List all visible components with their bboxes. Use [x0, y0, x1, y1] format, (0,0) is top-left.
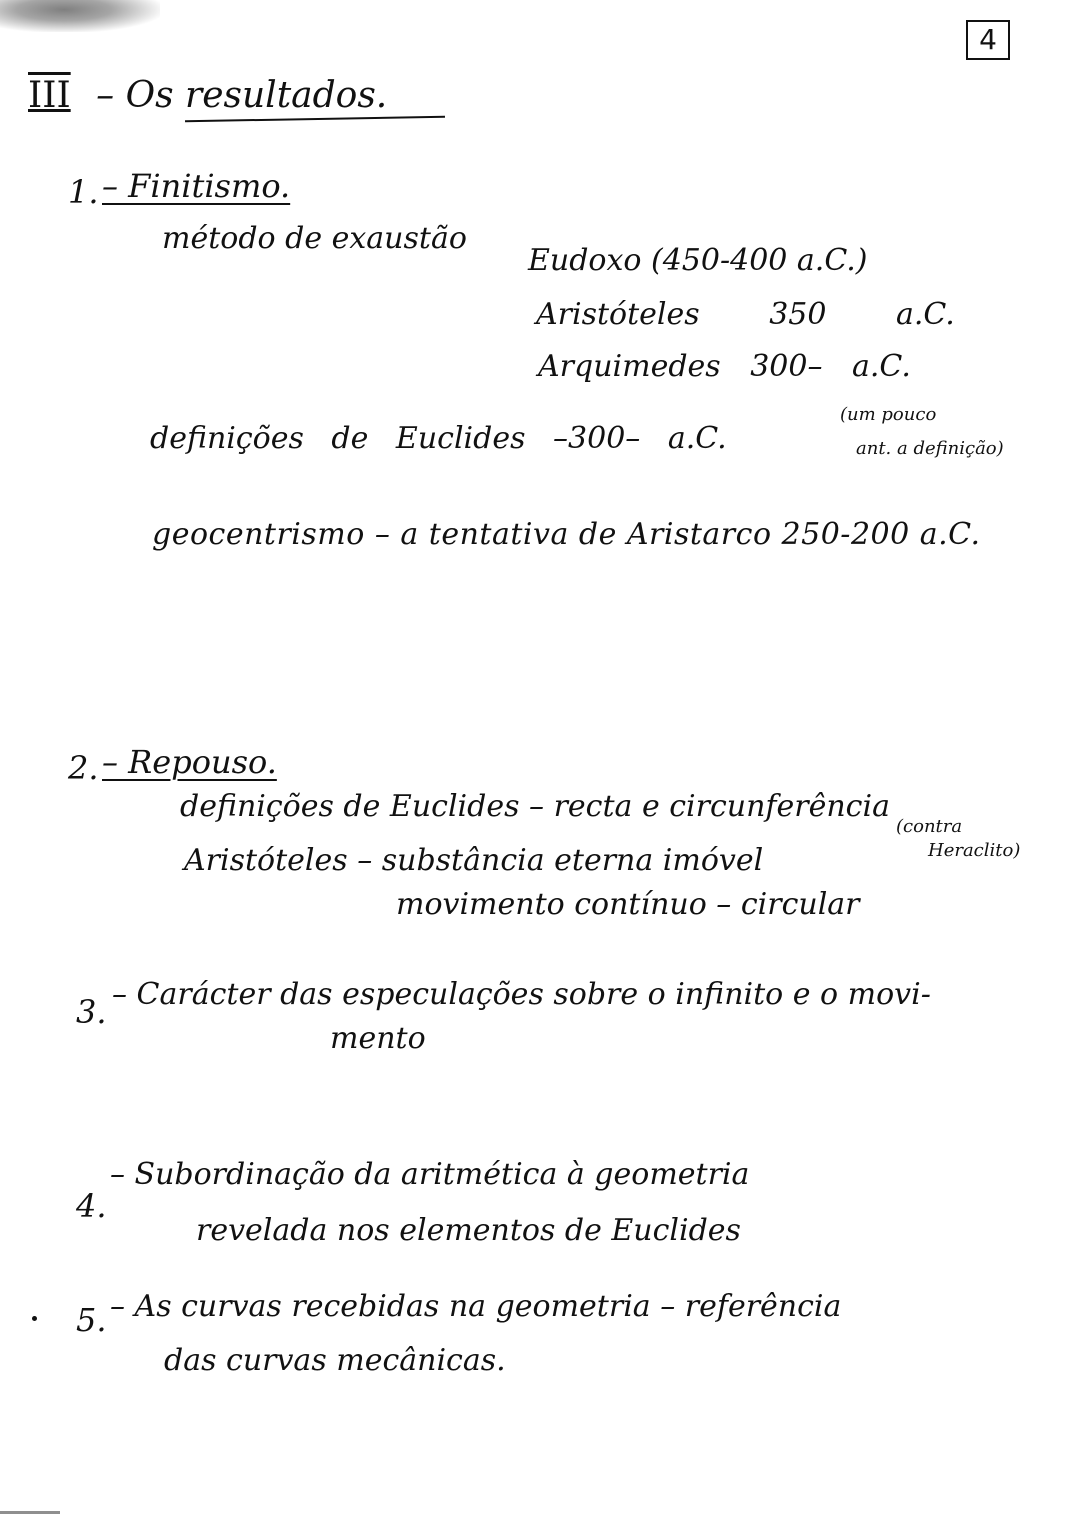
item-1-euclides-definitions: definições de Euclides –300– a.C. — [150, 421, 727, 456]
item-1-note-line-2: ant. a definição) — [856, 438, 1004, 459]
item-5-line-2: das curvas mecânicas. — [164, 1343, 506, 1378]
section-title-underline — [185, 116, 445, 123]
item-5-line-1: – As curvas recebidas na geometria – referência — [110, 1289, 842, 1324]
item-2-definitions: definições de Euclides – recta e circunferência — [180, 789, 890, 824]
section-numeral: III — [28, 75, 71, 116]
item-2-note-line-1: (contra — [896, 816, 963, 837]
page-number-box: 4 — [966, 20, 1010, 60]
item-1-note-line-1: (um pouco — [840, 404, 937, 425]
item-3-line-1: – Carácter das especulações sobre o infinito e o movi- — [112, 977, 931, 1012]
item-2-aristoteles: Aristóteles – substância eterna imóvel — [184, 843, 764, 878]
margin-dot — [32, 1316, 37, 1321]
item-3-number: 3. — [76, 993, 107, 1031]
item-4-line-1: – Subordinação da aritmética à geometria — [110, 1157, 750, 1192]
scan-edge-mark — [0, 1511, 60, 1514]
item-1-number: 1. — [68, 173, 99, 211]
item-4-line-2: revelada nos elementos de Euclides — [196, 1213, 741, 1248]
item-1-title: – Finitismo. — [102, 167, 291, 205]
scan-smudge — [0, 0, 160, 32]
item-1-eudoxo: Eudoxo (450-400 a.C.) — [528, 243, 868, 278]
section-heading — [28, 75, 388, 116]
item-2-movement: movimento contínuo – circular — [396, 887, 860, 922]
item-2-note-line-2: Heraclito) — [928, 840, 1021, 861]
item-1-arquimedes: Arquimedes 300– a.C. — [538, 349, 911, 384]
item-1-method: método de exaustão — [162, 221, 467, 256]
item-2-title: – Repouso. — [102, 743, 277, 781]
item-1-geocentrismo: geocentrismo – a tentativa de Aristarco 250-200 a.C. — [152, 517, 981, 552]
item-3-line-2: mento — [330, 1021, 426, 1056]
section-title: – Os resultados. — [96, 75, 388, 116]
item-5-number: 5. — [76, 1301, 107, 1339]
item-4-number: 4. — [76, 1187, 107, 1225]
item-2-number: 2. — [68, 749, 99, 787]
item-1-aristoteles: Aristóteles 350 a.C. — [536, 297, 955, 332]
